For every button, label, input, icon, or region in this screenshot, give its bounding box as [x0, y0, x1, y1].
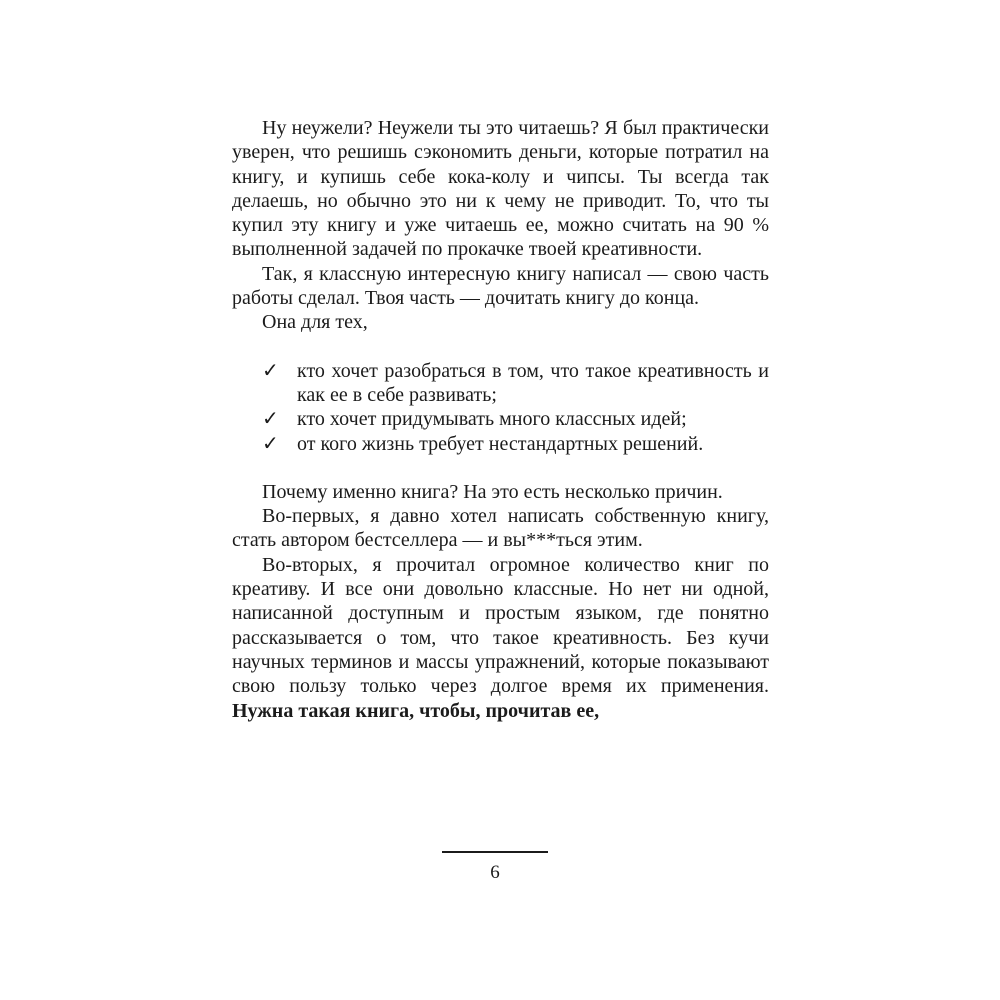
paragraph-second-reason-bold: Нужна такая книга, чтобы, прочитав ее, — [232, 699, 600, 722]
paragraph-intro: Ну неужели? Неужели ты это читаешь? Я был практически уверен, что решишь сэкономить деньги, которые потратил на книгу, и купишь себе кока-колу и чипсы. Ты всегда так делаешь, но обычно это ни к чему не приводит. То, что ты купил эту книгу и уже читаешь ее, можно считать на 90 % выполненной задачей по прокачке твоей креативности. — [232, 117, 769, 261]
checklist-item — [262, 359, 769, 408]
text-block — [232, 116, 769, 723]
footer-rule — [442, 851, 548, 853]
checklist-item — [262, 407, 769, 431]
page-number: 6 — [490, 862, 500, 883]
paragraph-first-reason: Во-первых, я давно хотел написать собственную книгу, стать автором бестселлера — и вы***ться этим. — [232, 505, 769, 552]
checkmark-icon: ✓ — [262, 359, 279, 382]
checklist — [232, 359, 769, 456]
checklist-item-text: от кого жизнь требует нестандартных решений. — [297, 432, 704, 455]
paragraph-book-written: Так, я классную интересную книгу написал — свою часть работы сделал. Твоя часть — дочитать книгу до конца. — [232, 262, 769, 310]
paragraph-for-whom: Она для тех, — [262, 311, 368, 334]
checklist-item-text: кто хочет разобраться в том, что такое креативность и как ее в себе развивать; — [297, 359, 769, 406]
checkmark-icon: ✓ — [262, 408, 279, 431]
checklist-item — [262, 432, 769, 456]
paragraph-second-reason — [232, 553, 769, 723]
checklist-item-text: кто хочет придумывать много классных идей; — [297, 408, 687, 431]
paragraph-why-book: Почему именно книга? На это есть несколько причин. — [262, 480, 723, 503]
paragraph-second-reason-text: Во-вторых, я прочитал огромное количество книг по креативу. И все они довольно классные. Но нет ни одной, написанной доступным и простым языком, где понятно рассказывается о том, что такое креативность. Без кучи научных терминов и массы упражнений, которые показывают свою пользу только через долгое время их применения. — [232, 553, 769, 698]
checkmark-icon: ✓ — [262, 432, 279, 455]
